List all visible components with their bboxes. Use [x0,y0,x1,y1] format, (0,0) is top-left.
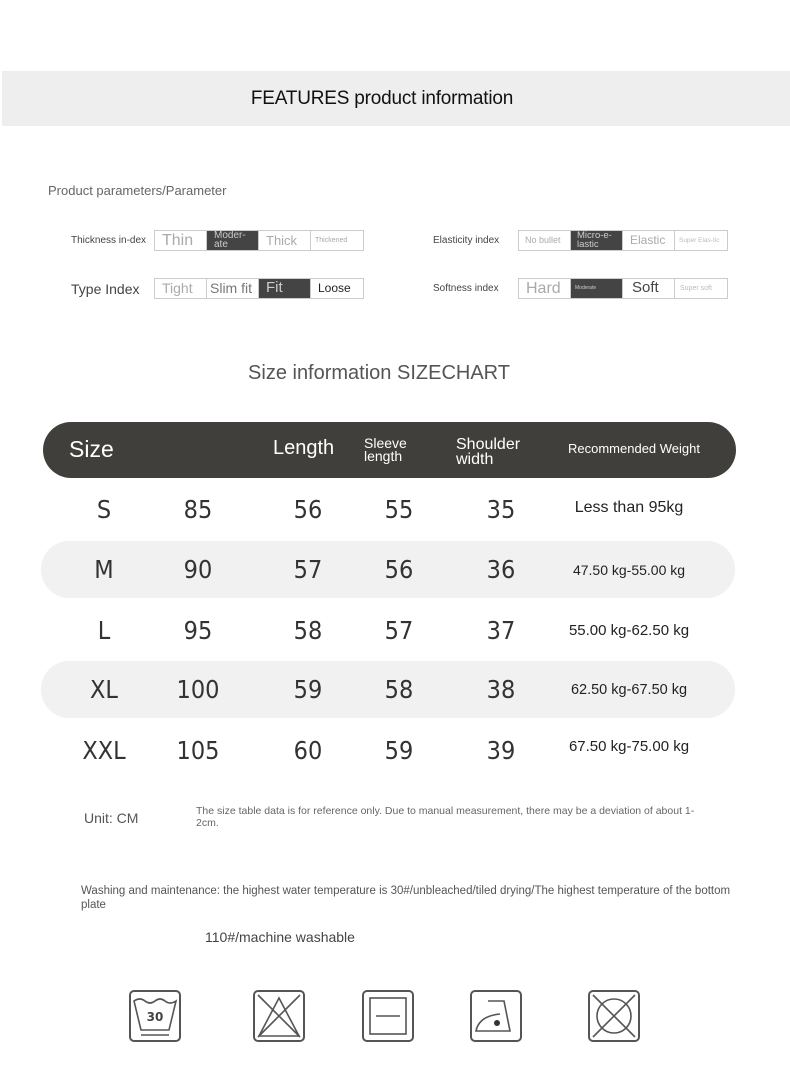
softness-param [433,278,728,299]
cell-sleeve: 56 [384,555,414,584]
cell-chest: 85 [183,495,213,524]
care-text: Washing and maintenance: the highest water temperature is 30#/unbleached/tiled drying/The highest temperature of the bottom plate [81,885,731,911]
cell-size: L [97,616,111,645]
iron-medium-icon [470,990,522,1042]
elasticity-option: No bullet [519,231,571,250]
header-length: Length [273,437,335,459]
cell-sleeve: 59 [384,736,414,765]
type-label: Type Index [71,280,140,297]
cell-weight: Less than 95kg [574,498,684,516]
type-scale [154,278,364,299]
flat-dry-icon [362,990,414,1042]
cell-length: 58 [293,616,323,645]
no-tumble-dry-icon [588,990,640,1042]
cell-sleeve: 57 [384,616,414,645]
cell-shoulder: 38 [486,675,516,704]
softness-scale [518,278,728,299]
cell-chest: 95 [183,616,213,645]
cell-shoulder: 37 [486,616,516,645]
no-bleach-icon [253,990,305,1042]
cell-chest: 90 [183,555,213,584]
softness-option: Super soft [680,284,712,292]
elasticity-scale [518,230,728,251]
cell-shoulder: 39 [486,736,516,765]
cell-weight: 47.50 kg-55.00 kg [572,561,686,578]
header-sleeve: Sleeve length [364,435,407,465]
cell-sleeve: 55 [384,495,414,524]
cell-length: 57 [293,555,323,584]
cell-chest: 105 [176,736,220,765]
elasticity-option-selected: Micro-e-lastic [571,231,623,250]
sizechart-title: Size information SIZECHART [248,362,510,384]
thickness-param [71,230,364,251]
cell-length: 60 [293,736,323,765]
softness-option: Hard [519,279,571,298]
cell-weight: 67.50 kg-75.00 kg [568,738,690,755]
elasticity-option: Super Elas-tic [679,236,720,244]
size-note: The size table data is for reference only. Due to manual measurement, there may be a deviation of about 1-2cm. [196,805,695,830]
wash-30-icon [129,990,181,1042]
cell-length: 59 [293,675,323,704]
thickness-option-selected: Moder-ate [207,231,259,250]
features-banner [2,71,790,126]
thickness-option: Thickened [315,236,348,244]
header-size: Size [69,436,114,462]
header-shoulder: Shoulder width [456,436,521,469]
header-weight: Recommended Weight [568,441,700,456]
softness-option: Soft [623,279,675,298]
cell-size: S [96,495,112,524]
cell-size: M [94,555,114,584]
softness-label: Softness index [433,283,499,294]
cell-weight: 55.00 kg-62.50 kg [568,622,690,639]
thickness-option: Thin [155,231,207,250]
type-option: Loose [318,281,351,296]
unit-label: Unit: CM [84,810,139,826]
cell-shoulder: 35 [486,495,516,524]
svg-text:30: 30 [146,1010,164,1024]
table-row [41,722,735,779]
table-row [41,602,735,659]
elasticity-label: Elasticity index [433,235,500,246]
cell-chest: 100 [176,675,220,704]
parameters-title: Product parameters/Parameter [48,183,227,198]
elasticity-param [433,230,728,251]
page-title: FEATURES product information [250,87,514,109]
softness-option-selected: Moderate [571,279,623,298]
cell-length: 56 [293,495,323,524]
type-option: Tight [155,279,207,298]
table-row [41,661,735,718]
table-row [41,541,735,598]
type-param [71,278,364,299]
cell-shoulder: 36 [486,555,516,584]
cell-weight: 62.50 kg-67.50 kg [570,681,688,698]
type-option-selected: Fit [259,279,311,298]
thickness-label: Thickness in-dex [71,234,147,246]
cell-sleeve: 58 [384,675,414,704]
table-row [41,481,735,538]
cell-size: XL [90,675,118,704]
thickness-scale [154,230,364,251]
type-option: Slim fit [207,279,259,298]
cell-size: XXL [82,736,126,765]
elasticity-option: Elastic [623,231,675,250]
machine-washable-text: 110#/machine washable [205,929,355,945]
thickness-option: Thick [259,231,311,250]
sizechart-header [43,422,736,478]
